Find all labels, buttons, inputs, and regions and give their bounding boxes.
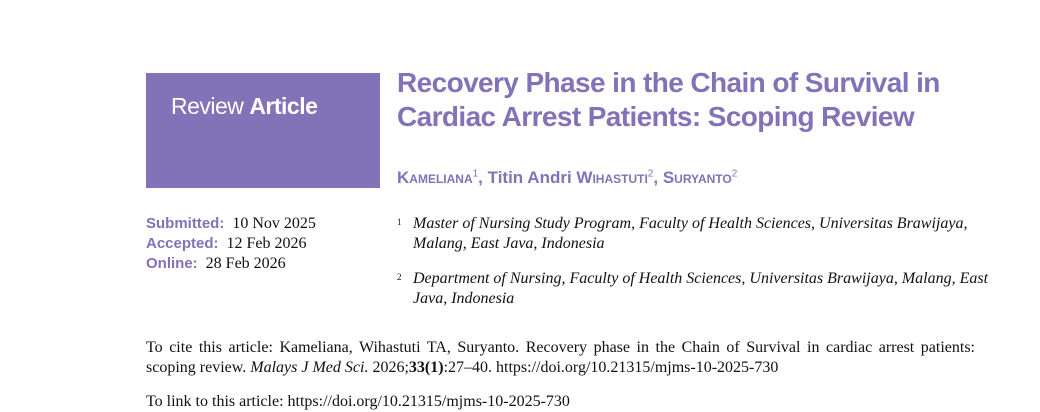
article-link[interactable]: To link to this article: https://doi.org/10.21315/mjms-10-2025-730 [146, 393, 570, 410]
affiliation-number: 2 [397, 272, 402, 282]
date-submitted: Submitted: 10 Nov 2025 [146, 215, 316, 232]
affiliation-text: Master of Nursing Study Program, Faculty of Health Sciences, Universitas Brawijaya, Malang, East Java, Indonesia [413, 215, 968, 252]
author-kameliana[interactable]: Kameliana$^1$ [397, 168, 479, 187]
journal-name: Malays J Med Sci. [250, 359, 369, 376]
article-type-word-review: Review [171, 93, 250, 119]
affiliation-number: 1 [397, 217, 402, 227]
volume-issue: 33(1) [408, 359, 444, 376]
article-type-banner [146, 73, 380, 188]
date-accepted: Accepted: 12 Feb 2026 [146, 235, 307, 252]
article-title: Recovery Phase in the Chain of Survival in Cardiac Arrest Patients: Scoping Review [397, 67, 940, 132]
date-online: Online: 28 Feb 2026 [146, 255, 286, 272]
article-type-word-article: Article [249, 93, 318, 119]
affiliation-text: Department of Nursing, Faculty of Health Sciences, Universitas Brawijaya, Malang, East Java, Indonesia [413, 270, 989, 307]
author-suryanto[interactable]: Suryanto$^2$ [662, 168, 738, 187]
author-list: Kameliana$^1$, Titin Andri Wihastuti$^2$, Suryanto$^2$ [397, 168, 738, 187]
affiliation-1 [397, 214, 997, 254]
article-type-label [171, 93, 317, 120]
citation-pages-doi[interactable]: :27–40. https://doi.org/10.21315/mjms-10-2025-730 [443, 359, 779, 376]
citation-block: To cite this article: Kameliana, Wihastuti TA, Suryanto. Recovery phase in the Chain of Survival in cardiac arrest patients: scoping review. Malays J Med Sci. 2026;33(1):27–40. https://doi.org/10.21315/mjms-10-2025-730 [146, 339, 975, 376]
affiliation-2 [397, 269, 997, 309]
publication-dates [146, 214, 316, 274]
author-wihastuti[interactable]: Titin Andri Wihastuti$^2$ [487, 168, 654, 187]
